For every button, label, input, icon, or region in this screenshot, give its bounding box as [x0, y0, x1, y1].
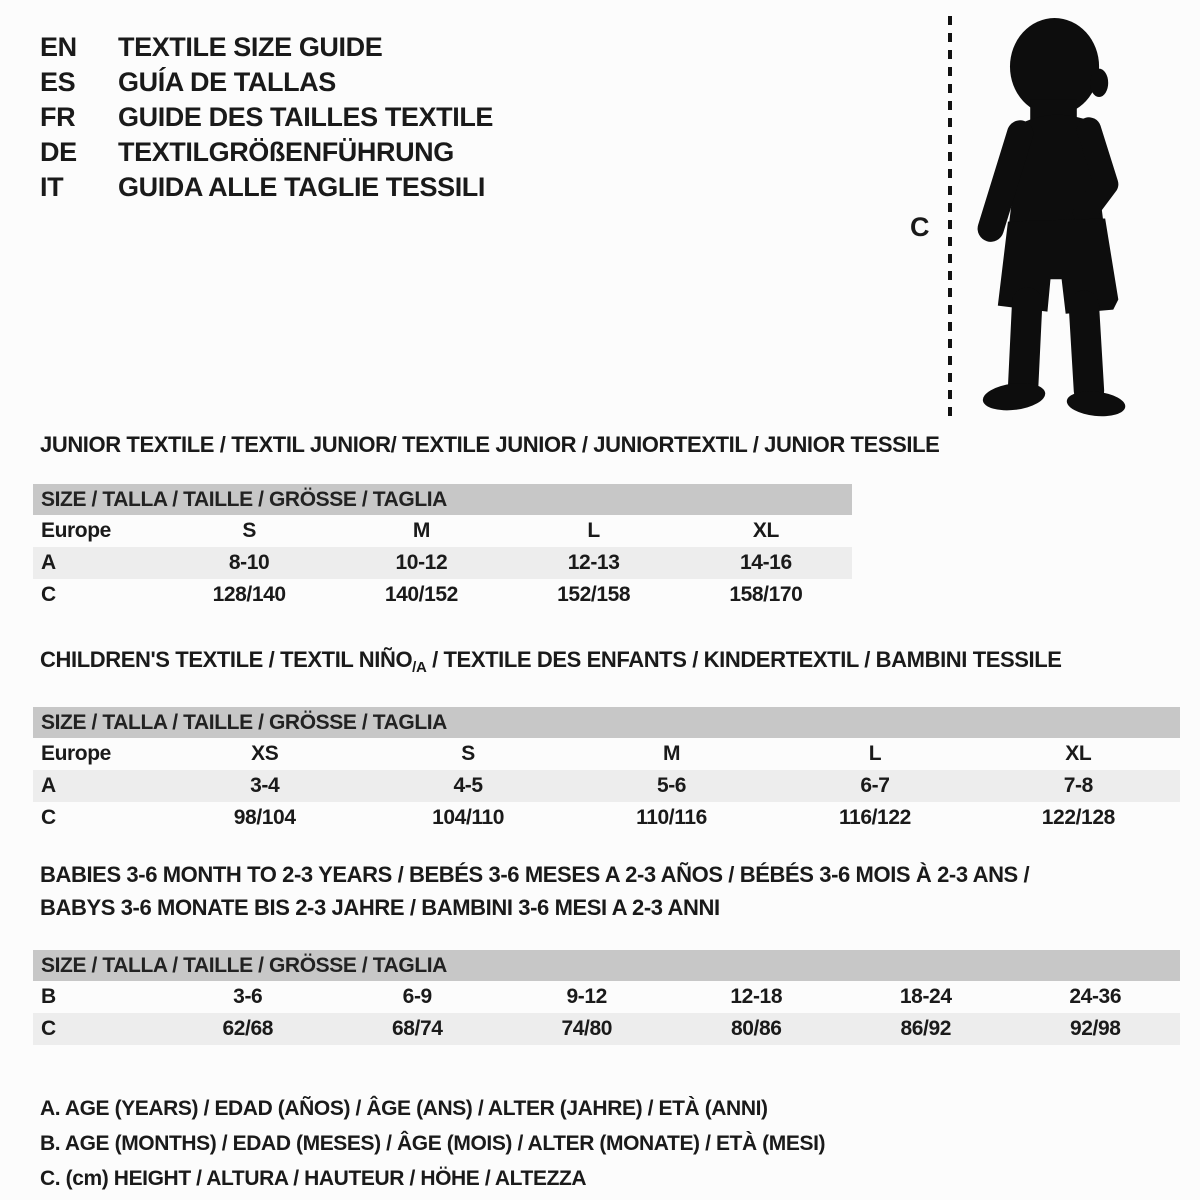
size-header-bar	[33, 707, 1180, 738]
children-size-table	[33, 707, 1180, 834]
guide-title: GUIDA ALLE TAGLIE TESSILI	[118, 172, 485, 202]
table-cell: 152/158	[557, 583, 631, 606]
toddler-silhouette-icon	[962, 14, 1142, 419]
language-code: FR	[40, 102, 76, 132]
table-cell: 128/140	[212, 583, 286, 606]
table-cell: 24-36	[1069, 985, 1122, 1008]
row-label: C	[41, 1017, 56, 1040]
table-cell: 80/86	[730, 1017, 782, 1040]
table-cell: 12-18	[730, 985, 783, 1008]
table-row-height	[33, 802, 1180, 834]
height-measure-label: C	[910, 212, 930, 242]
table-cell: 98/104	[233, 806, 296, 829]
table-cell: 110/116	[636, 806, 707, 829]
table-cell: 86/92	[900, 1017, 952, 1040]
table-cell: 9-12	[566, 985, 607, 1008]
size-header-label: SIZE / TALLA / TAILLE / GRÖSSE / TAGLIA	[41, 953, 447, 977]
row-label: C	[41, 806, 56, 829]
table-cell: S	[242, 519, 256, 542]
babies-heading-line2: BABYS 3-6 MONATE BIS 2-3 JAHRE / BAMBINI 3-6 MESI A 2-3 ANNI	[40, 895, 720, 920]
table-cell: 4-5	[453, 774, 483, 797]
table-cell: 68/74	[391, 1017, 443, 1040]
table-cell: XL	[1065, 742, 1092, 765]
table-cell: 104/110	[432, 806, 505, 829]
size-header-bar	[33, 950, 1180, 981]
table-row-europe	[33, 515, 852, 547]
row-label: B	[41, 985, 56, 1008]
table-row-europe	[33, 738, 1180, 770]
guide-title: TEXTILGRÖßENFÜHRUNG	[118, 137, 454, 167]
table-cell: 5-6	[656, 774, 687, 797]
legend-age-months: B. AGE (MONTHS) / EDAD (MESES) / ÂGE (MOIS) / ALTER (MONATE) / ETÀ (MESI)	[40, 1132, 826, 1155]
table-cell: 158/170	[729, 583, 803, 606]
junior-heading: JUNIOR TEXTILE / TEXTIL JUNIOR/ TEXTILE JUNIOR / JUNIORTEXTIL / JUNIOR TESSILE	[40, 432, 940, 457]
legend-height-cm: C. (cm) HEIGHT / ALTURA / HAUTEUR / HÖHE / ALTEZZA	[40, 1167, 587, 1190]
table-cell: 62/68	[222, 1017, 274, 1040]
table-cell: 10-12	[395, 551, 448, 574]
language-row	[40, 30, 493, 65]
row-label: Europe	[41, 519, 111, 542]
children-section	[33, 647, 1200, 834]
table-row-height	[33, 1013, 1180, 1045]
babies-size-table	[33, 950, 1180, 1045]
table-cell: 116/122	[838, 806, 911, 829]
guide-title: GUÍA DE TALLAS	[118, 67, 336, 97]
table-cell: 92/98	[1069, 1017, 1121, 1040]
table-cell: 3-6	[233, 985, 263, 1008]
babies-heading-line1: BABIES 3-6 MONTH TO 2-3 YEARS / BEBÉS 3-6 MESES A 2-3 AÑOS / BÉBÉS 3-6 MOIS À 2-3 ANS /	[40, 862, 1030, 887]
language-row	[40, 170, 493, 205]
table-cell: 14-16	[740, 551, 792, 574]
children-heading-text: CHILDREN'S TEXTILE / TEXTIL NIÑO	[40, 647, 413, 672]
table-row-age	[33, 770, 1180, 802]
table-cell: 7-8	[1063, 774, 1093, 797]
guide-title: TEXTILE SIZE GUIDE	[118, 32, 383, 62]
table-row-height	[33, 579, 852, 611]
row-label: A	[41, 551, 56, 574]
language-code: ES	[40, 67, 76, 97]
language-row	[40, 135, 493, 170]
children-heading-text: / TEXTILE DES ENFANTS / KINDERTEXTIL / BAMBINI TESSILE	[426, 647, 1062, 672]
table-cell: M	[412, 519, 430, 542]
guide-title: GUIDE DES TAILLES TEXTILE	[118, 102, 494, 132]
table-cell: M	[662, 742, 681, 765]
language-row	[40, 100, 493, 135]
language-row	[40, 65, 493, 100]
measurement-legend	[40, 1091, 1200, 1196]
height-dashed-line-icon	[948, 16, 952, 416]
row-label: A	[41, 774, 56, 797]
table-cell: L	[587, 519, 600, 542]
language-code: IT	[40, 172, 64, 202]
row-label: C	[41, 583, 56, 606]
table-cell: 74/80	[561, 1017, 613, 1040]
language-code: DE	[40, 137, 77, 167]
table-cell: XS	[251, 742, 279, 765]
babies-section	[33, 858, 1200, 1045]
size-header-label: SIZE / TALLA / TAILLE / GRÖSSE / TAGLIA	[41, 710, 447, 734]
table-cell: S	[461, 742, 475, 765]
table-cell: 3-4	[250, 774, 280, 797]
children-heading-sub: /A	[412, 659, 427, 676]
junior-size-table	[33, 484, 852, 611]
babies-heading	[33, 858, 1200, 924]
table-cell: XL	[752, 519, 779, 542]
table-row-age	[33, 547, 852, 579]
top-header-area	[0, 0, 1200, 430]
table-cell: 6-9	[402, 985, 432, 1008]
junior-section	[33, 432, 1200, 611]
size-header-bar	[33, 484, 852, 515]
row-label: Europe	[41, 742, 111, 765]
table-cell: 122/128	[1041, 806, 1115, 829]
table-cell: 140/152	[384, 583, 458, 606]
table-cell: 18-24	[899, 985, 952, 1008]
children-heading	[33, 647, 1200, 681]
table-cell: L	[868, 742, 882, 765]
size-header-label: SIZE / TALLA / TAILLE / GRÖSSE / TAGLIA	[41, 487, 447, 511]
language-code: EN	[40, 32, 77, 62]
language-title-list	[40, 30, 493, 205]
table-cell: 12-13	[567, 551, 620, 574]
table-row-months	[33, 981, 1180, 1013]
legend-age-years: A. AGE (YEARS) / EDAD (AÑOS) / ÂGE (ANS) / ALTER (JAHRE) / ETÀ (ANNI)	[40, 1097, 768, 1120]
height-measure-figure	[900, 0, 1200, 430]
table-cell: 6-7	[860, 774, 890, 797]
table-cell: 8-10	[228, 551, 270, 574]
